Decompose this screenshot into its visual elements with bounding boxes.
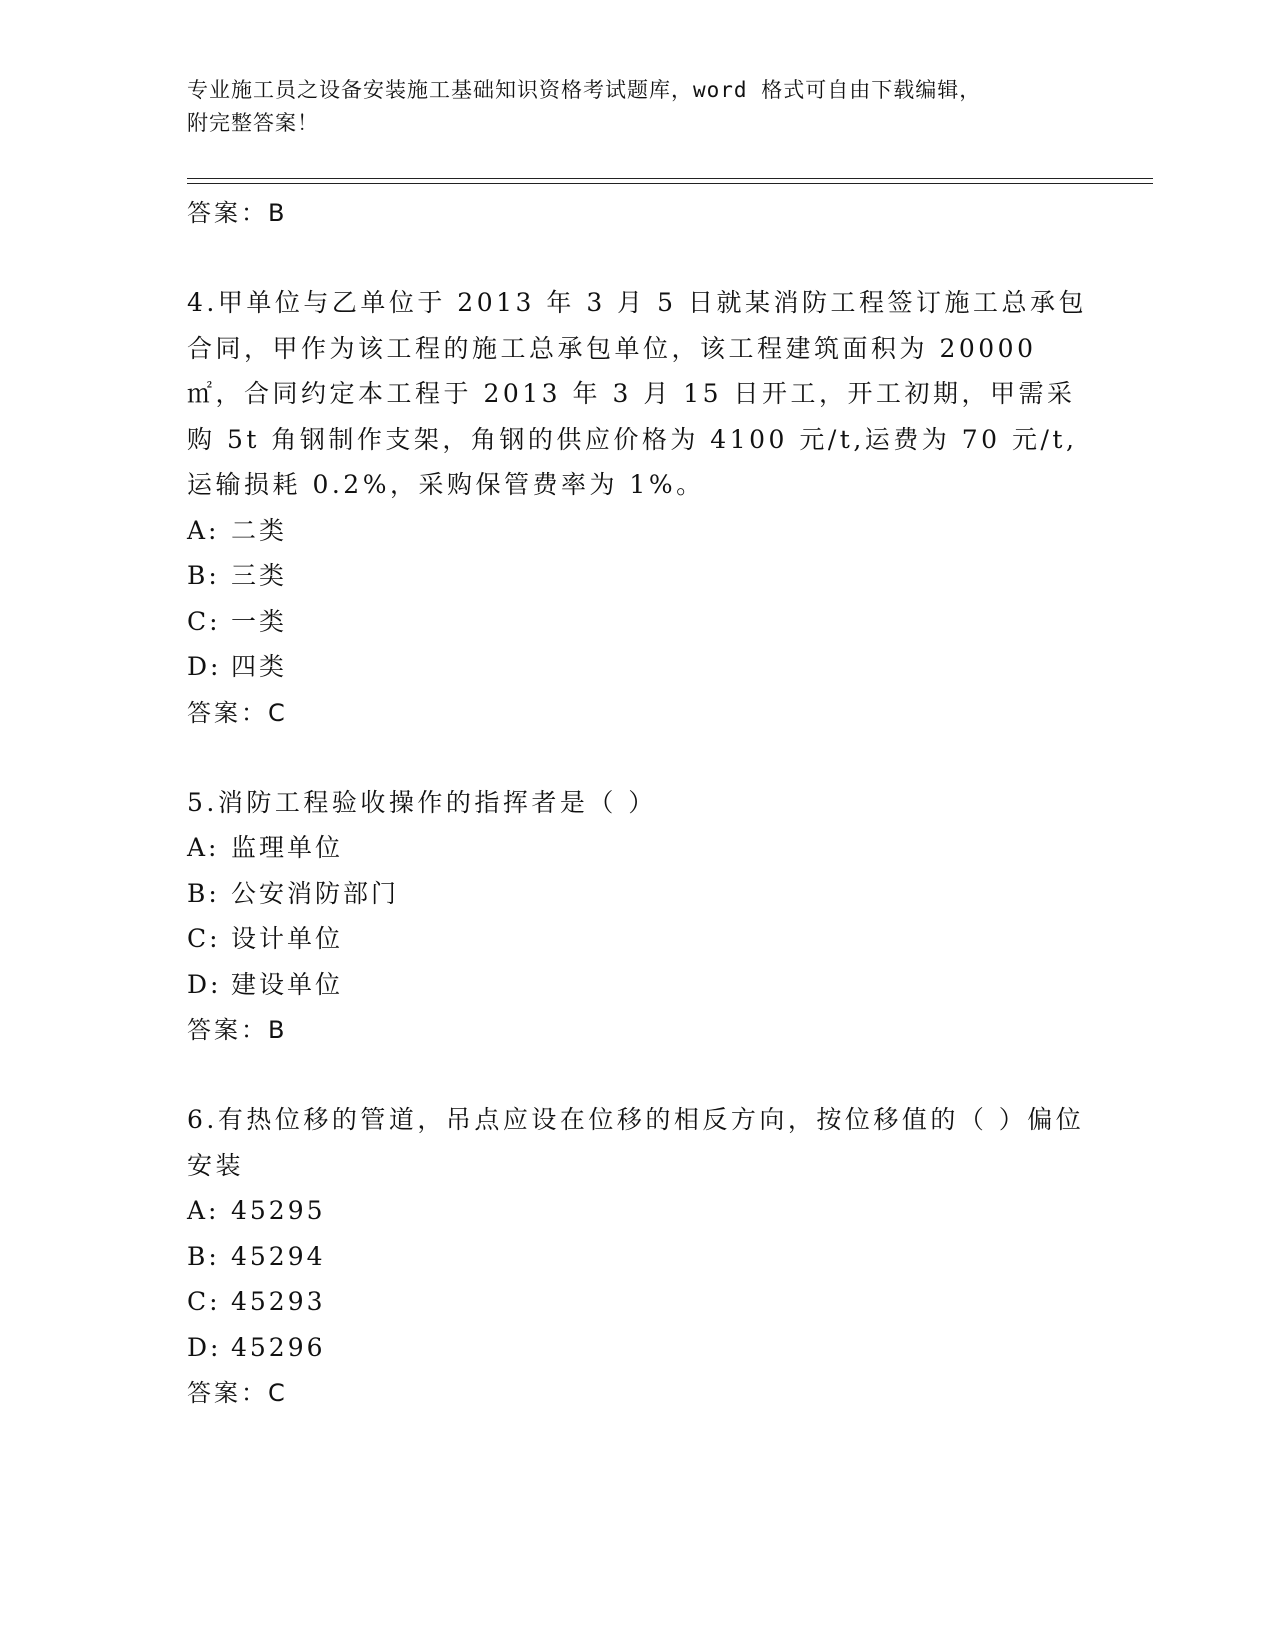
option-b — [187, 871, 1087, 917]
option-text: 设计单位 — [231, 924, 344, 953]
option-text: 建设单位 — [231, 969, 344, 999]
question-stem: 6.有热位移的管道，吊点应设在位移的相反方向，按位移值的（ ）偏位安装 — [187, 1105, 1085, 1180]
option-d — [187, 644, 1087, 690]
option-a — [187, 825, 1087, 871]
option-c — [187, 916, 1087, 962]
option-text: 45294 — [231, 1241, 326, 1271]
option-text: 一类 — [231, 606, 288, 636]
answer-line: 答案：B — [187, 199, 288, 227]
question-stem: 5.消防工程验收操作的指挥者是（ ） — [187, 787, 657, 817]
option-a — [187, 508, 1087, 554]
option-a — [187, 1188, 1087, 1234]
answer-line: 答案：B — [187, 1016, 288, 1044]
option-c — [187, 599, 1087, 645]
document-header — [187, 74, 1087, 140]
question-6 — [187, 1097, 1087, 1416]
option-letter: C: — [187, 606, 221, 636]
option-text: 监理单位 — [231, 833, 344, 862]
option-letter: D: — [187, 969, 222, 999]
answer-line: 答案：C — [187, 1379, 288, 1407]
header-divider-bottom — [187, 183, 1153, 184]
option-b — [187, 553, 1087, 599]
option-b — [187, 1234, 1087, 1280]
option-letter: C: — [187, 924, 221, 953]
option-c — [187, 1279, 1087, 1325]
header-line-1: 专业施工员之设备安装施工基础知识资格考试题库，word 格式可自由下载编辑， — [187, 78, 982, 102]
option-text: 45295 — [231, 1196, 326, 1225]
option-letter: B: — [187, 1241, 220, 1271]
document-body — [187, 190, 1087, 1416]
question-5 — [187, 780, 1087, 1054]
option-text: 45293 — [231, 1287, 326, 1316]
option-letter: C: — [187, 1287, 221, 1316]
option-letter: A: — [187, 515, 220, 545]
option-text: 四类 — [231, 652, 288, 681]
option-letter: B: — [187, 561, 220, 590]
option-text: 公安消防部门 — [231, 878, 400, 908]
question-stem: 4.甲单位与乙单位于 2013 年 3 月 5 日就某消防工程签订施工总承包合同，甲作为该工程的施工总承包单位，该工程建筑面积为 20000㎡，合同约定本工程于 2013 年 3 月 15 日开工，开工初期，甲需采购 5t 角钢制作支架，角钢的供应价格为 4100 元/t,运费为 70 元/t,运输损耗 0.2%，采购保管费率为 1%。 — [187, 288, 1087, 499]
answer-line: 答案：C — [187, 698, 288, 727]
option-text: 二类 — [231, 515, 288, 545]
header-divider-top — [187, 178, 1153, 179]
question-4 — [187, 280, 1087, 736]
header-line-2: 附完整答案！ — [187, 111, 319, 135]
option-text: 三类 — [231, 561, 288, 590]
option-letter: B: — [187, 878, 220, 908]
option-text: 45296 — [231, 1332, 326, 1362]
option-d — [187, 1325, 1087, 1371]
option-letter: A: — [187, 833, 220, 862]
option-letter: A: — [187, 1196, 220, 1225]
option-letter: D: — [187, 652, 222, 681]
option-letter: D: — [187, 1332, 222, 1362]
option-d — [187, 962, 1087, 1008]
